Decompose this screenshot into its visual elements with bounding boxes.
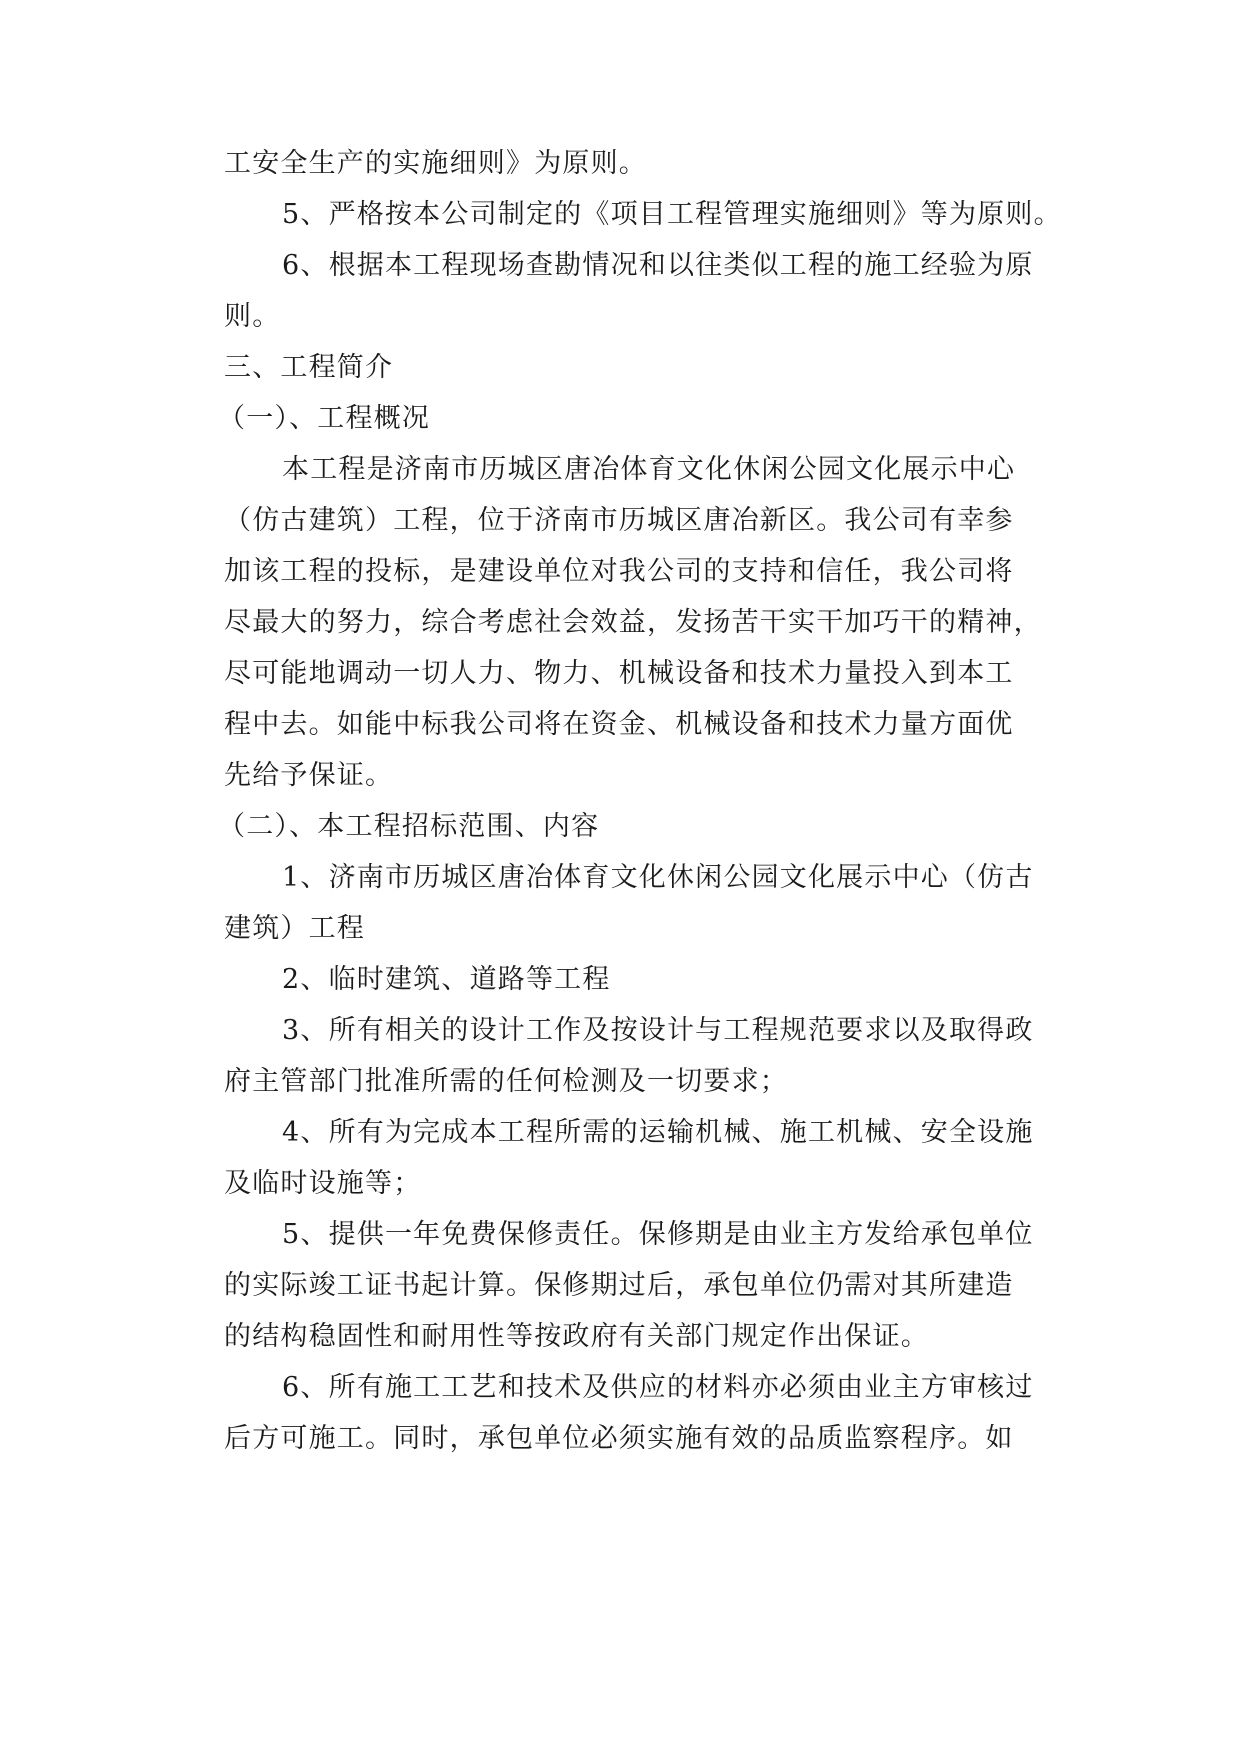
list-item: 1、济南市历城区唐冶体育文化休闲公园文化展示中心（仿古	[282, 862, 1034, 893]
body-text-line: 先给予保证。	[224, 760, 394, 791]
body-text-line: 本工程是济南市历城区唐冶体育文化休闲公园文化展示中心	[282, 454, 1016, 485]
section-heading: 三、工程简介	[224, 352, 394, 383]
subsection-heading: （一）、工程概况	[218, 403, 431, 434]
list-item: 4、所有为完成本工程所需的运输机械、施工机械、安全设施	[282, 1117, 1034, 1148]
body-text-line: （仿古建筑）工程，位于济南市历城区唐冶新区。我公司有幸参	[224, 505, 1014, 536]
body-text-line: 程中去。如能中标我公司将在资金、机械设备和技术力量方面优	[224, 709, 1014, 740]
body-text-line: 尽可能地调动一切人力、物力、机械设备和技术力量投入到本工	[224, 658, 1014, 689]
list-item: 5、提供一年免费保修责任。保修期是由业主方发给承包单位	[282, 1219, 1034, 1250]
body-text-line: 府主管部门批准所需的任何检测及一切要求；	[224, 1066, 788, 1097]
body-text-line: 则。	[224, 301, 281, 332]
list-item: 6、所有施工工艺和技术及供应的材料亦必须由业主方审核过	[282, 1372, 1034, 1403]
list-item: 3、所有相关的设计工作及按设计与工程规范要求以及取得政	[282, 1015, 1034, 1046]
body-text-line: 尽最大的努力，综合考虑社会效益，发扬苦干实干加巧干的精神，	[224, 607, 1042, 638]
body-text-line: 加该工程的投标，是建设单位对我公司的支持和信任，我公司将	[224, 556, 1014, 587]
body-text-line: 及临时设施等；	[224, 1168, 422, 1199]
list-item: 2、临时建筑、道路等工程	[282, 964, 611, 995]
list-item: 6、根据本工程现场查勘情况和以往类似工程的施工经验为原	[282, 250, 1034, 281]
list-item: 5、严格按本公司制定的《项目工程管理实施细则》等为原则。	[282, 199, 1062, 230]
body-text-line: 的实际竣工证书起计算。保修期过后，承包单位仍需对其所建造	[224, 1270, 1014, 1301]
body-text-line: 建筑）工程	[224, 913, 365, 944]
body-text-line: 工安全生产的实施细则》为原则。	[224, 148, 647, 179]
body-text-line: 后方可施工。同时，承包单位必须实施有效的品质监察程序。如	[224, 1423, 1014, 1454]
body-text-line: 的结构稳固性和耐用性等按政府有关部门规定作出保证。	[224, 1321, 929, 1352]
subsection-heading: （二）、本工程招标范围、内容	[218, 811, 600, 842]
